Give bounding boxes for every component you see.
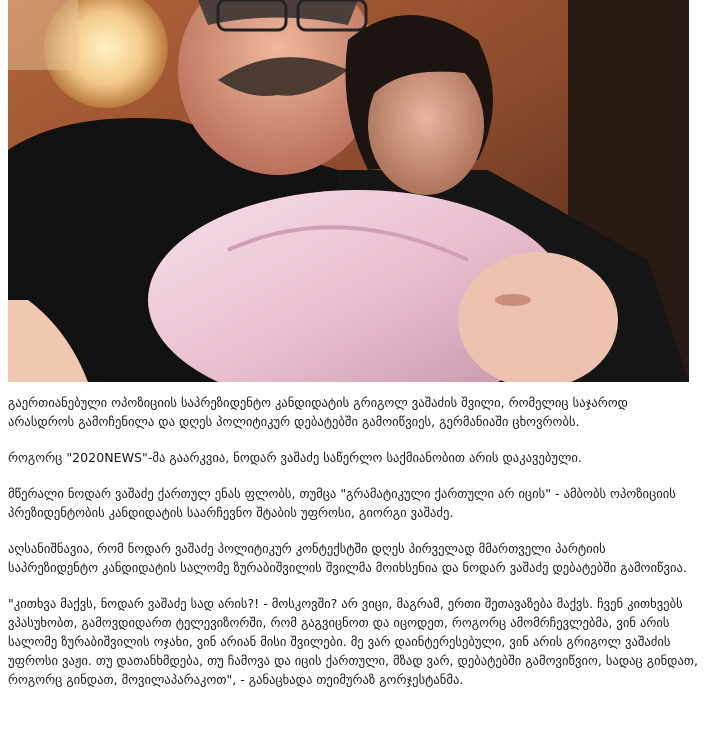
article-body bbox=[8, 393, 698, 706]
family-photo-image bbox=[8, 0, 689, 382]
article-paragraph-1: გაერთიანებული ოპოზიციის საპრეზიდენტო კანდიდატის გრიგოლ ვაშაძის შვილი, რომელიც საჯაროდ არასდროს გამოჩენილა და დღეს პოლიტიკურ დებატებში გამოიწვიეს, გერმანიაში ცხოვრობს. bbox=[8, 395, 628, 429]
article-paragraph-3: მწერალი ნოდარ ვაშაძე ქართულ ენას ფლობს, თუმცა "გრამატიკული ქართული არ იცის" - ამბობს ოპოზიციის პრეზიდენტობის კანდიდატის საარჩევნო შტაბის უფროსი, გიორგი ვაშაძე. bbox=[8, 486, 676, 520]
article-paragraph-4: აღსანიშნავია, რომ ნოდარ ვაშაძე პოლიტიკურ კონტექსტში დღეს პირველად მმართველი პარტიის საპრეზიდენტო კანდიდატის სალომე ზურაბიშვილის შვილმა მოიხსენია და ნოდარ ვაშაძე დებატებში გამოიწვია. bbox=[8, 541, 687, 575]
article-paragraph-2: როგორც "2020NEWS"-მა გაარკვია, ნოდარ ვაშაძე საწერლო საქმიანობით არის დაკავებული. bbox=[8, 450, 582, 465]
article-photo bbox=[8, 0, 689, 382]
article-paragraph-5: "კითხვა მაქვს, ნოდარ ვაშაძე სად არის?! - მოსკოვში? არ ვიცი, მაგრამ, ერთი შეთავაზება მაქვს. ჩვენ კითხვებს ვპასუხობთ, გამოვდიდართ ტელევიზორში, რომ გაგვიცნოთ და იცოდეთ, როგორც ამომრჩევლებმა, ვინ არის სალომე ზურაბიშვილის ოჯახი, ვინ არიან მისი შვილები. მე ვარ დაინტერესებული, ვინ არის გრიგოლ ვაშაძის უფროსი ვაჟი. თუ დათანხმდება, თუ ჩამოვა და იცის ქართული, მზად ვარ, დებატებში გამოვიწვიო, სადაც გინდათ, როგორც გინდათ, მოვილაპარაკოთ", - განაცხადა თეიმურაზ გორჯესტანმა. bbox=[8, 596, 698, 687]
